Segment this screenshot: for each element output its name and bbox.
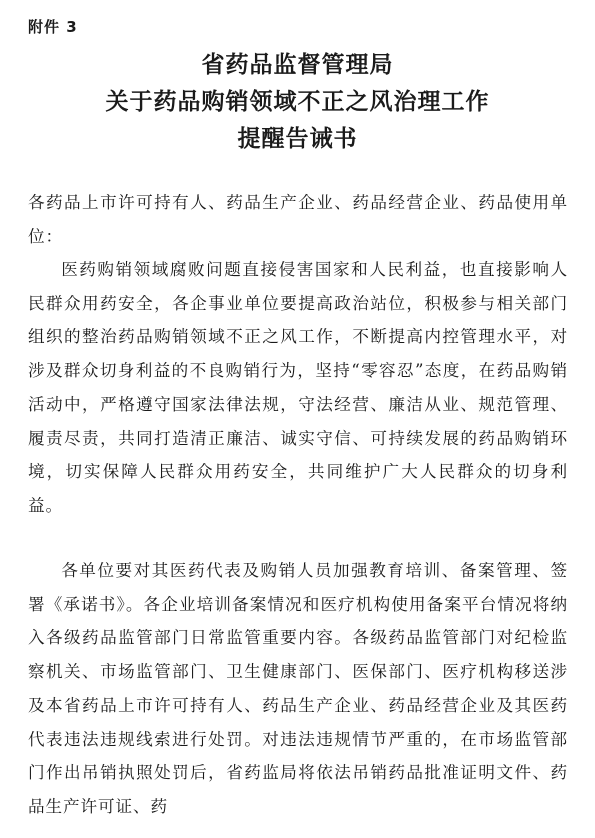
title-line-1: 省药品监督管理局 [201, 51, 394, 78]
paragraph-text: 各单位要对其医药代表及购销人员加强教育培训、备案管理、签署《承诺书》。各企业培训备案情况和医疗机构使用备案平台情况将纳入各级药品监管部门日常监管重要内容。各级药品监管部门对纪检监察机关、市场监管部门、卫生健康部门、医保部门、医疗机构移送涉及本省药品上市许可持有人、药品生产企业、药品经营企业及其医药代表违法违规线索进行处罚。对违法违规情节严重的，在市场监管部门作出吊销执照处罚后，省药监局将依法吊销药品批准证明文件、药品生产许可证、药 [28, 561, 568, 816]
title-line-3: 提醒告诫书 [237, 125, 358, 152]
title-line-2: 关于药品购销领域不正之风治理工作 [105, 88, 490, 115]
paragraph-text: 医药购销领域腐败问题直接侵害国家和人民利益，也直接影响人民群众用药安全，各企事业单位要提高政治站位，积极参与相关部门组织的整治药品购销领域不正之风工作，不断提高内控管理水平，对涉及群众切身利益的不良购销行为，坚持“零容忍”态度，在药品购销活动中，严格遵守国家法律法规，守法经营、廉洁从业、规范管理、履责尽责，共同打造清正廉洁、诚实守信、可持续发展的药品购销环境，切实保障人民群众用药安全，共同维护广大人民群众的切身利益。 [28, 260, 568, 515]
body-paragraph-2 [28, 554, 568, 824]
salutation [28, 186, 568, 253]
salutation-text: 各药品上市许可持有人、药品生产企业、药品经营企业、药品使用单位： [28, 193, 568, 246]
attachment-label: 附件 3 [28, 18, 78, 36]
body-paragraph-1 [28, 253, 568, 523]
